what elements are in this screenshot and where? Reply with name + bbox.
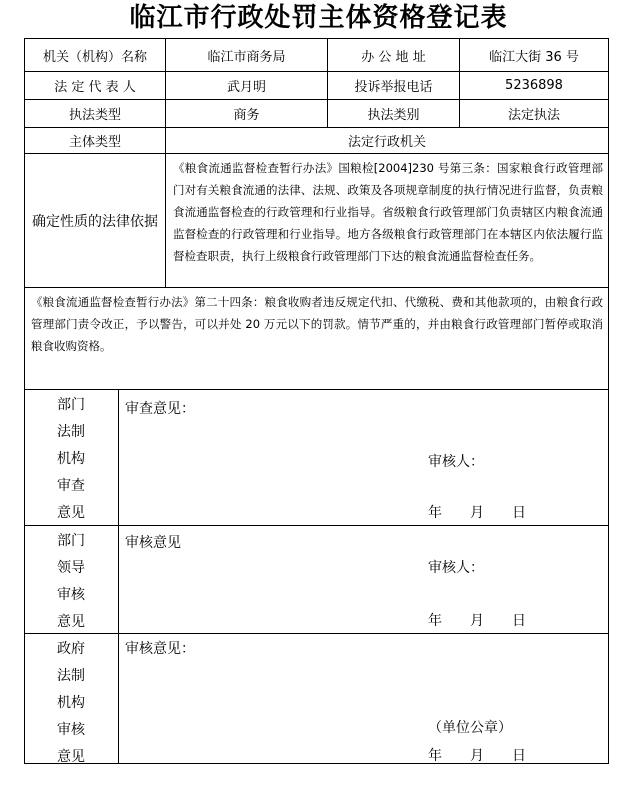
row-divider bbox=[25, 287, 608, 288]
enforcement-type-label: 执法类型 bbox=[68, 108, 121, 123]
phone-value: 5236898 bbox=[505, 78, 563, 93]
legal-rep-value: 武月明 bbox=[226, 80, 266, 95]
legal-basis-label: 确定性质的法律依据 bbox=[32, 213, 158, 230]
dept-leader-review-label: 部门 领导 审核 意见 bbox=[57, 533, 85, 630]
col-divider bbox=[118, 389, 119, 763]
dept-legal-review-label: 部门 法制 机构 审查 意见 bbox=[57, 397, 85, 521]
row-divider bbox=[25, 389, 608, 390]
subject-type-label: 主体类型 bbox=[68, 135, 121, 150]
reviewer-label: 审核人： bbox=[428, 560, 484, 576]
address-label: 办 公 地 址 bbox=[361, 49, 426, 65]
phone-label: 投诉举报电话 bbox=[354, 80, 433, 95]
enforcement-type-value: 商务 bbox=[233, 108, 260, 123]
address-value: 临江大街 36 号 bbox=[489, 49, 579, 65]
legal-basis-text: 《粮食流通监督检查暂行办法》国粮检[2004]230 号第三条：国家粮食行政管理部门对有关粮食流通的法律、法规、政策及各项规章制度的执行情况进行监督，负责粮食流通监督检查的行政管理和行业指导。省级粮食行政管理部门负责辖区内粮食流通监督检查的行政管理和行业指导。地方各级粮食行政管理部门在本辖区内依法履行监督检查职责，执行上级粮食行政管理部门下达的粮食流通监督检查任务。 bbox=[173, 161, 603, 263]
date-line: 年 月 日 bbox=[428, 505, 526, 521]
registration-table bbox=[24, 38, 609, 764]
enforcement-category-value: 法定执法 bbox=[507, 108, 560, 123]
penalty-provision-text: 《粮食流通监督检查暂行办法》第二十四条：粮食收购者违反规定代扣、代缴税、费和其他款项的，由粮食行政管理部门责令改正，予以警告，可以并处 20 万元以下的罚款。情节严重的，并由粮食行政管理部门暂停或取消粮食收购资格。 bbox=[31, 295, 603, 353]
official-seal-label: （单位公章） bbox=[428, 720, 512, 736]
agency-value: 临江市商务局 bbox=[207, 49, 286, 65]
agency-label: 机关（机构）名称 bbox=[42, 49, 147, 65]
enforcement-category-label: 执法类别 bbox=[367, 108, 420, 123]
form-title: 临江市行政处罚主体资格登记表 bbox=[129, 3, 508, 33]
review-opinion-label: 审核意见 bbox=[125, 535, 181, 551]
date-line: 年 月 日 bbox=[428, 613, 526, 629]
date-line: 年 月 日 bbox=[428, 748, 526, 764]
gov-legal-review-label: 政府 法制 机构 审核 意见 bbox=[57, 641, 85, 765]
row-divider bbox=[25, 525, 608, 526]
row-divider bbox=[25, 633, 608, 634]
reviewer-label: 审核人： bbox=[428, 454, 484, 470]
legal-rep-label: 法 定 代 表 人 bbox=[54, 80, 136, 95]
review-opinion-label: 审核意见： bbox=[125, 641, 195, 657]
review-opinion-label: 审查意见： bbox=[125, 401, 195, 417]
subject-type-value: 法定行政机关 bbox=[347, 135, 426, 150]
